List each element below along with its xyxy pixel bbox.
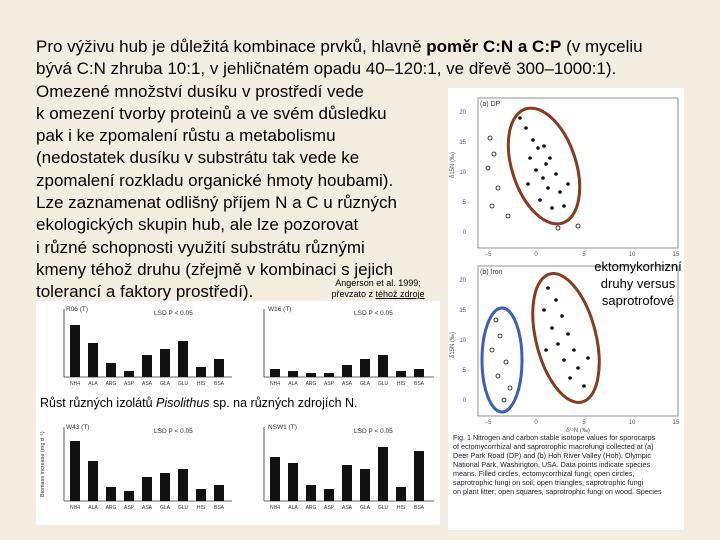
panel-b-x-ticks: [485, 420, 680, 426]
text-line-3: Omezené množství dusíku v prostředí vede: [36, 81, 364, 101]
svg-text:0: 0: [534, 420, 538, 426]
panel-a-y-label: δ15N (‰): [450, 151, 456, 178]
svg-text:ASP: ASP: [123, 381, 135, 387]
text-line-11: kmeny téhož druhu (zřejmě v kombinaci s jejich: [36, 259, 394, 279]
text-line-7: zpomalení rozkladu organické hmoty houbami).: [36, 170, 394, 190]
bold-ratio: poměr C:N a C:P: [426, 37, 562, 56]
svg-text:BSA: BSA: [213, 381, 225, 387]
svg-text:NSW1 (T): NSW1 (T): [268, 424, 297, 431]
svg-text:R06 (T): R06 (T): [66, 306, 89, 313]
svg-text:LSD P < 0.05: LSD P < 0.05: [354, 428, 393, 435]
text-line-9: ekologických skupin hub, ale lze pozorovat: [36, 215, 359, 235]
svg-text:BSA: BSA: [413, 505, 425, 511]
svg-text:ASP: ASP: [323, 505, 335, 511]
svg-text:GLU: GLU: [177, 381, 189, 387]
svg-text:ASA: ASA: [141, 381, 153, 387]
svg-text:ARG: ARG: [105, 381, 117, 387]
svg-text:BSA: BSA: [413, 381, 425, 387]
svg-text:ASA: ASA: [141, 505, 153, 511]
svg-text:−5: −5: [484, 420, 492, 426]
svg-text:LSD P < 0.05: LSD P < 0.05: [154, 310, 193, 317]
svg-text:LSD P < 0.05: LSD P < 0.05: [354, 310, 393, 317]
bar-panel-w16: [264, 306, 434, 387]
svg-text:GLU: GLU: [177, 505, 189, 511]
bar-chart-svg: [36, 301, 440, 525]
text-line-5: pak i ke zpomalení růstu a metabolismu: [36, 126, 336, 146]
svg-text:ARG: ARG: [305, 505, 317, 511]
bar-y-label: Biomass increase (mg d⁻¹): [40, 431, 46, 497]
svg-text:GLU: GLU: [377, 381, 389, 387]
svg-text:0: 0: [462, 230, 466, 236]
svg-text:5: 5: [462, 368, 466, 374]
svg-text:0: 0: [534, 252, 538, 258]
svg-text:20: 20: [459, 110, 466, 116]
bar-panel-w43: [40, 424, 232, 511]
svg-text:10: 10: [628, 252, 636, 258]
svg-text:NH4: NH4: [69, 381, 81, 387]
bar-panel-nsw1: [264, 424, 434, 511]
svg-text:GLA: GLA: [359, 505, 371, 511]
svg-text:0: 0: [462, 398, 466, 404]
svg-text:GLU: GLU: [377, 505, 389, 511]
svg-text:GLA: GLA: [159, 505, 171, 511]
svg-text:ALA: ALA: [88, 505, 98, 511]
species-name: Pisolithus: [156, 396, 210, 410]
svg-text:5: 5: [582, 420, 586, 426]
panel-a-label: (a) DP: [480, 101, 501, 108]
svg-text:15: 15: [459, 308, 466, 314]
svg-text:ASA: ASA: [341, 505, 353, 511]
svg-text:HIS: HIS: [396, 381, 406, 387]
text-line-6: (nedostatek dusíku v substrátu tak vede ke: [36, 148, 360, 168]
text-line-2: bývá C:N zhruba 10:1, v jehličnatém opadu 40–120:1, ve dřevě 300–1000:1).: [36, 59, 617, 79]
svg-text:10: 10: [628, 420, 636, 426]
text-line-12: tolerancí a faktory prostředí).: [36, 282, 254, 302]
svg-text:GLA: GLA: [359, 381, 371, 387]
svg-text:BSA: BSA: [213, 505, 225, 511]
svg-text:ASA: ASA: [341, 381, 353, 387]
svg-text:5: 5: [462, 200, 466, 206]
svg-text:10: 10: [459, 170, 466, 176]
ecology-group-label: ektomykorhizní druhy versus saprotrofové: [594, 259, 682, 308]
panel-b-y-ticks: [459, 278, 466, 404]
svg-text:ASP: ASP: [123, 505, 135, 511]
svg-text:10: 10: [459, 338, 466, 344]
saprotrophic-ellipse-b: [482, 308, 522, 412]
svg-text:HIS: HIS: [196, 381, 206, 387]
panel-b-open-points: [490, 318, 512, 402]
text-line-10: i různé schopnosti využití substrátu různými: [36, 237, 365, 257]
svg-text:−5: −5: [484, 252, 492, 258]
panel-b-y-label: δ15N (‰): [450, 331, 456, 358]
svg-text:ALA: ALA: [288, 505, 298, 511]
text-line-4: k omezení tvorby proteinů a ve svém důsledku: [36, 103, 387, 123]
svg-text:20: 20: [459, 278, 466, 284]
svg-text:HIS: HIS: [396, 505, 406, 511]
svg-text:NH4: NH4: [69, 505, 81, 511]
svg-text:NH4: NH4: [269, 505, 281, 511]
svg-text:GLA: GLA: [159, 381, 171, 387]
text-line-1: Pro výživu hub je důležitá kombinace prvků, hlavně poměr C:N a C:P (v myceliu: [36, 37, 643, 56]
svg-text:ARG: ARG: [105, 505, 117, 511]
svg-text:ALA: ALA: [288, 381, 298, 387]
ectomycorrhizal-ellipse-a: [495, 99, 593, 233]
panel-b-x-label: δ¹⁵N (‰): [566, 428, 590, 434]
svg-text:ASP: ASP: [323, 381, 335, 387]
svg-text:W43 (T): W43 (T): [66, 424, 90, 431]
svg-text:15: 15: [672, 252, 680, 258]
svg-text:NH4: NH4: [269, 381, 281, 387]
svg-text:HIS: HIS: [196, 505, 206, 511]
svg-text:W16 (T): W16 (T): [268, 306, 292, 313]
svg-text:15: 15: [459, 140, 466, 146]
pisolithus-caption: Růst různých izolátů Pisolithus sp. na různých zdrojích N.: [40, 396, 358, 410]
svg-text:LSD P < 0.05: LSD P < 0.05: [154, 428, 193, 435]
svg-text:ALA: ALA: [88, 381, 98, 387]
bar-panel-r06: [64, 306, 232, 387]
text-line-8: Lze zaznamenat odlišný příjem N a C u různých: [36, 193, 397, 213]
svg-text:ARG: ARG: [305, 381, 317, 387]
svg-text:5: 5: [582, 252, 586, 258]
citation-left: Angerson et al. 1999; převzato z téhož zdroje: [331, 278, 425, 299]
svg-text:15: 15: [672, 420, 680, 426]
panel-b-label: (b) Iron: [480, 269, 503, 276]
panel-a-y-ticks: [459, 110, 466, 236]
panel-a-open-points: [486, 136, 580, 230]
source-link-left[interactable]: téhož zdroje: [375, 289, 425, 299]
figure-caption: Fig. 1 Nitrogen and carbon stable isotope values for sporocarps of ectomycorrhizal and saprotrophic macrofungi collected at (a) Deer Park Road (DP) and (b) Hoh River Valley (Hoh), Olympic National Park, Washington, USA. Data points indicate species means. Filled circles, ectomycorrhizal fungi; open circles, saprotrophic fungi on soil; open triangles, saprotrophic fungi on plant litter; open squares, saprotrophic fungi on wood. Species: [453, 433, 662, 496]
